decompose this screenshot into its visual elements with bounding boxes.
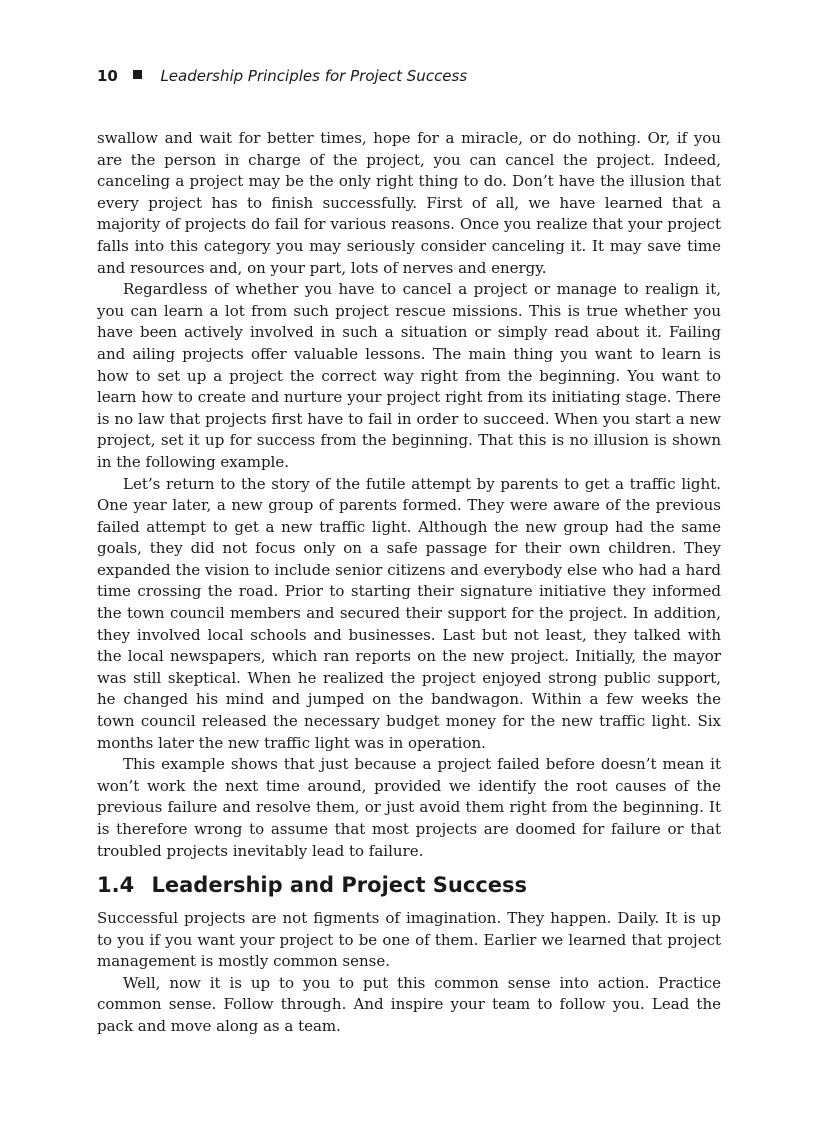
paragraph: This example shows that just because a project failed before doesn’t mean it won’t work the next time around, provided we identify the root causes of the previous failure and resolve them, or just avoid them right from the beginning. It is therefore wrong to assume that most projects are doomed for failure or that troubled projects inevitably lead to failure. (97, 755, 721, 860)
section-heading (97, 871, 721, 899)
paragraph: Successful projects are not figments of imagination. They happen. Daily. It is up to you if you want your project to be one of them. Earlier we learned that project management is mostly common sense. (97, 909, 721, 971)
section-body-text (97, 908, 721, 1038)
section-number: 1.4 (97, 873, 135, 897)
square-bullet-icon (133, 70, 142, 79)
body-text (97, 128, 721, 862)
paragraph: Regardless of whether you have to cancel a project or manage to realign it, you can learn a lot from such project rescue missions. This is true whether you have been actively involved in such a situation or simply read about it. Failing and ailing projects offer valuable lessons. The main thing you want to learn is how to set up a project the correct way right from the beginning. You want to learn how to create and nurture your project right from its initiating stage. There is no law that projects first have to fail in order to succeed. When you start a new project, set it up for success from the beginning. That this is no illusion is shown in the following example. (97, 280, 721, 471)
running-header (97, 66, 467, 86)
page-number: 10 (97, 67, 118, 85)
book-title: Leadership Principles for Project Success (160, 67, 468, 85)
paragraph: Well, now it is up to you to put this common sense into action. Practice common sense. Follow through. And inspire your team to follow you. Lead the pack and move along as a team. (97, 973, 721, 1035)
paragraph: swallow and wait for better times, hope for a miracle, or do nothing. Or, if you are the person in charge of the project, you can cancel the project. Indeed, canceling a project may be the only right thing to do. Don’t have the illusion that every project has to finish successfully. First of all, we have learned that a majority of projects do fail for various reasons. Once you realize that your project falls into this category you may seriously consider canceling it. It may save time and resources and, on your part, lots of nerves and energy. (97, 129, 721, 277)
section-title: Leadership and Project Success (151, 873, 528, 897)
paragraph: Let’s return to the story of the futile attempt by parents to get a traffic light. One year later, a new group of parents formed. They were aware of the previous failed attempt to get a new traffic light. Although the new group had the same goals, they did not focus only on a safe passage for their own children. They expanded the vision to include senior citizens and everybody else who had a hard time crossing the road. Prior to starting their signature initiative they informed the town council members and secured their support for the project. In addition, they involved local schools and businesses. Last but not least, they talked with the local newspapers, which ran reports on the new project. Initially, the mayor was still skeptical. When he realized the project enjoyed strong public support, he changed his mind and jumped on the bandwagon. Within a few weeks the town council released the necessary budget money for the new traffic light. Six months later the new traffic light was in operation. (97, 474, 721, 752)
